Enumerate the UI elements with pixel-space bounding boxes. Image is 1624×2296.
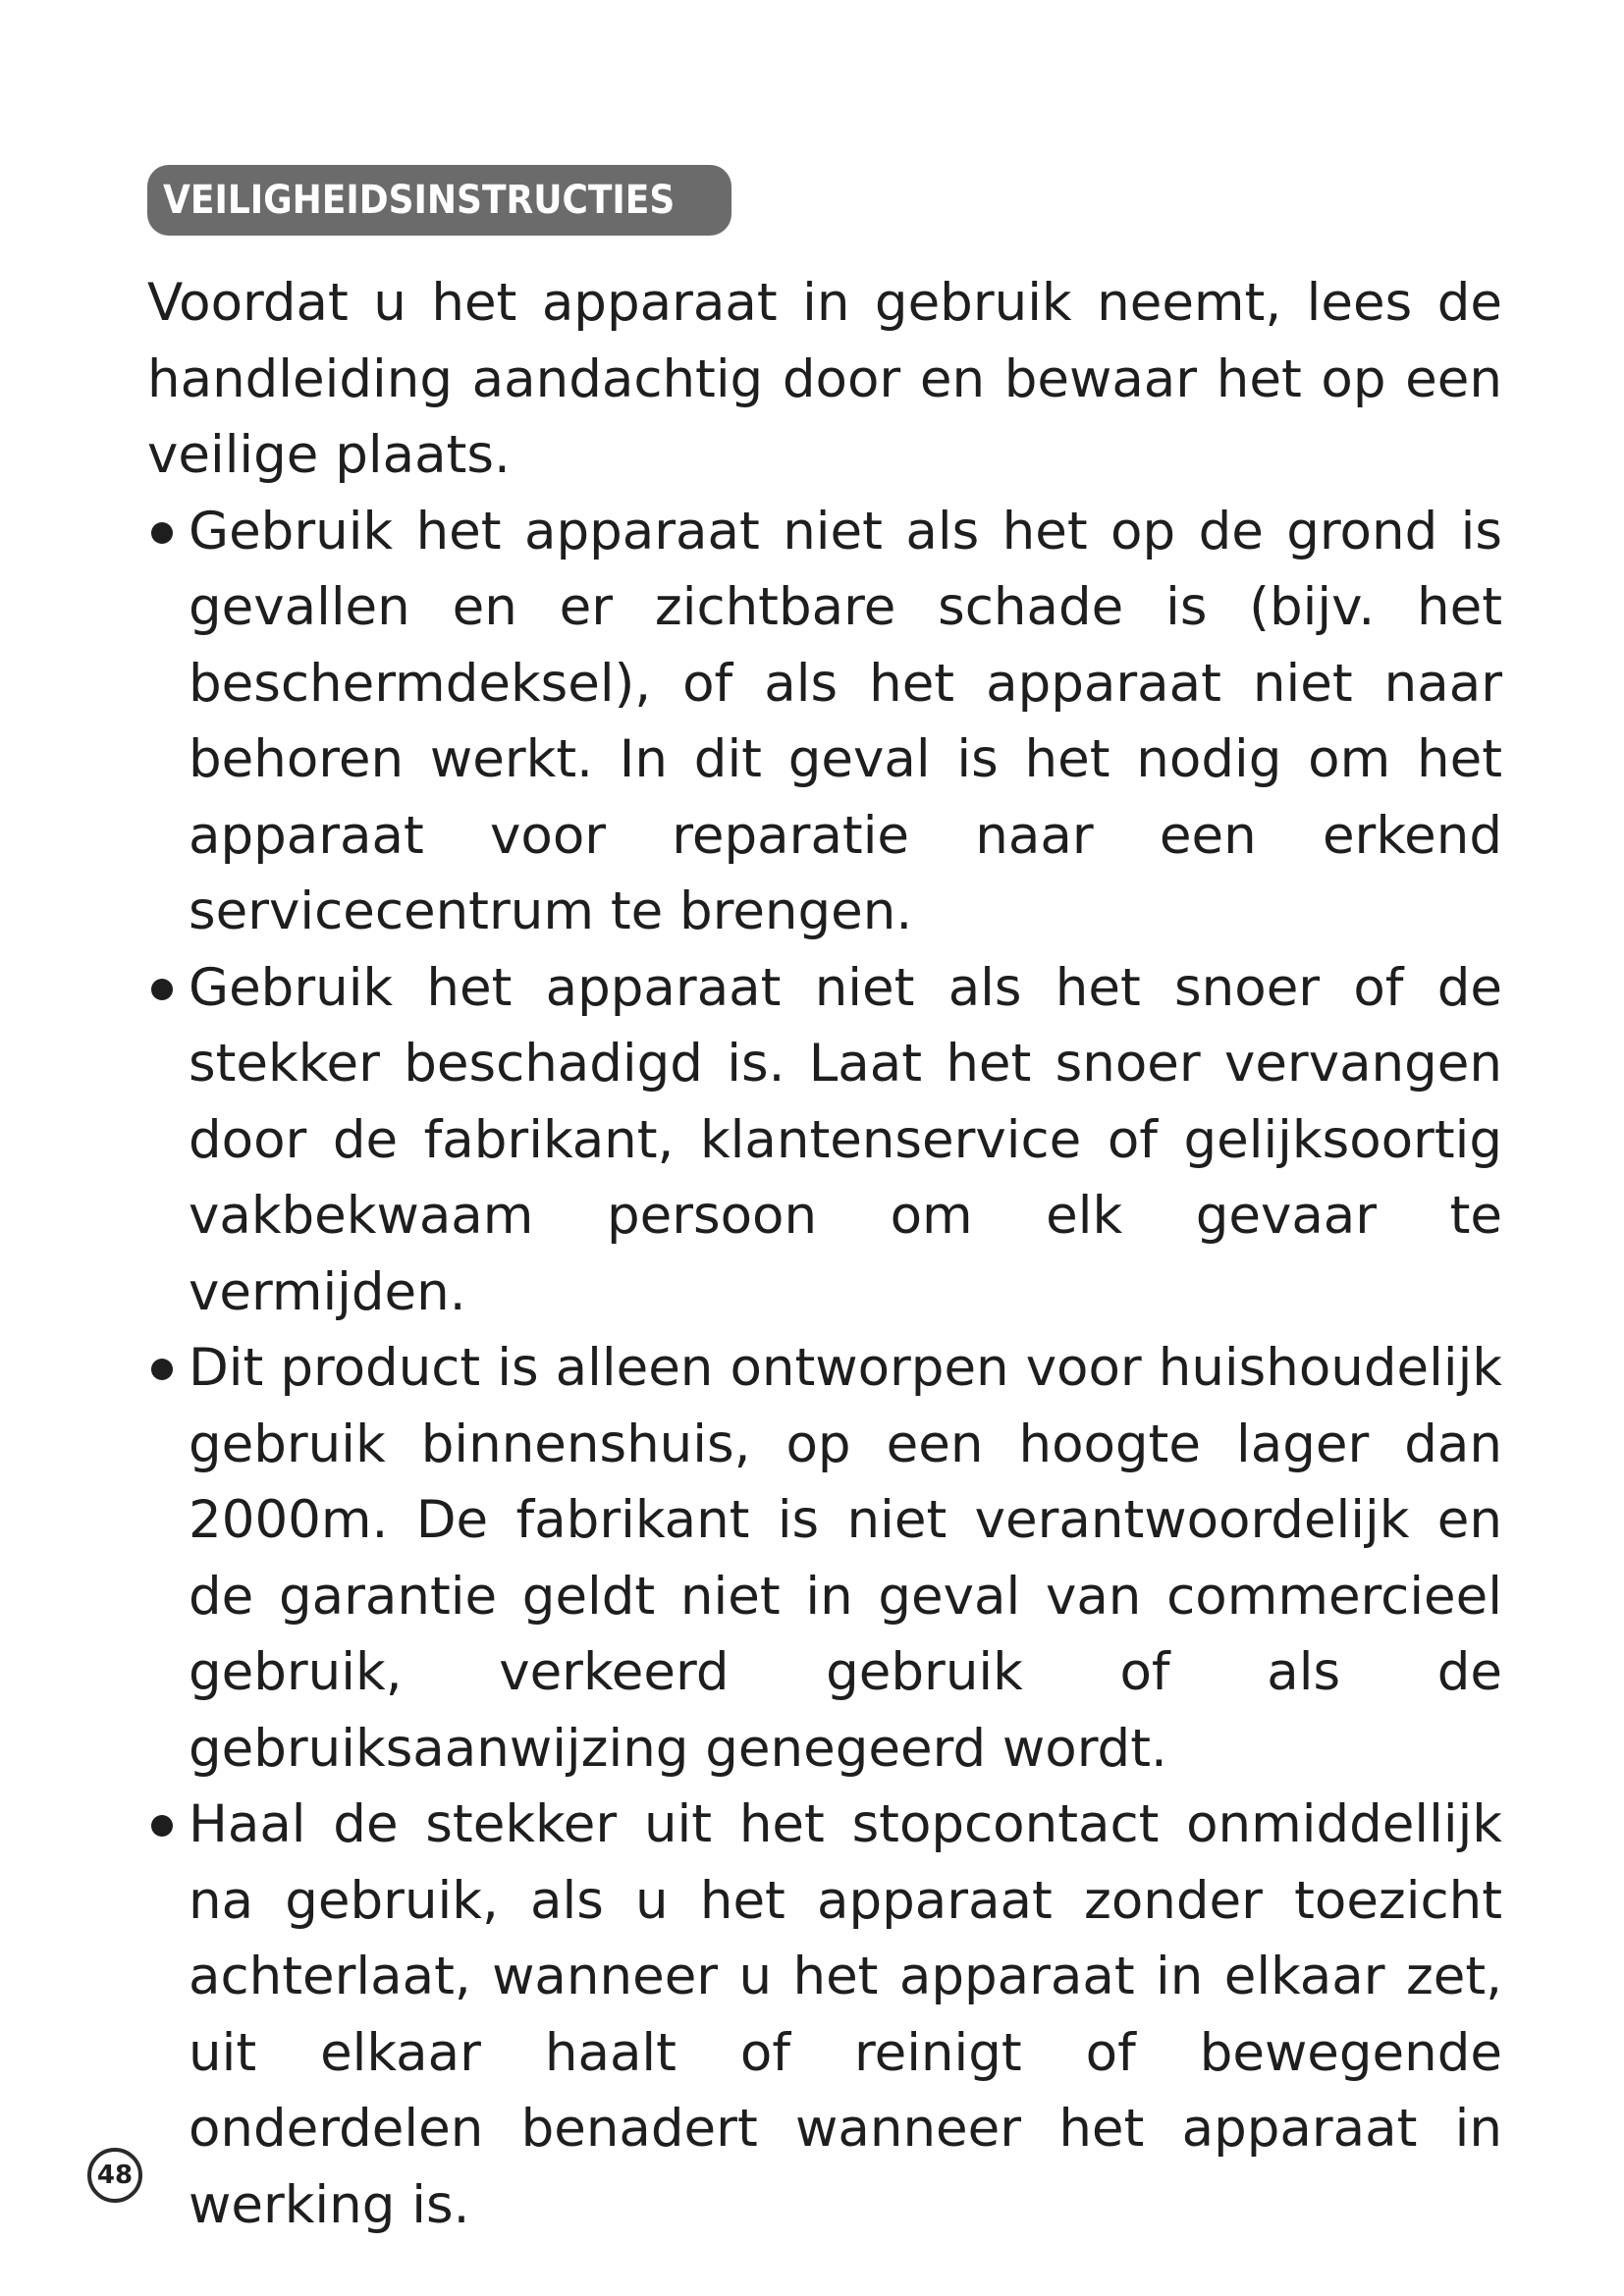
bullet-icon — [151, 1815, 173, 1837]
list-item-text: Gebruik het apparaat niet als het snoer of de stekker beschadigd is. Laat het snoer vervangen door de fabrikant, klantenservice of gelijksoortig vakbekwaam persoon om elk gevaar te vermijden. — [189, 957, 1502, 1322]
safety-instructions-body — [147, 265, 1502, 2243]
page-number: 48 — [87, 2148, 142, 2203]
list-item-text: Gebruik het apparaat niet als het op de grond is gevallen en er zichtbare schade is (bijv. het beschermdeksel), of als het apparaat niet naar behoren werkt. In dit geval is het nodig om het apparaat voor reparatie naar een erkend servicecentrum te brengen. — [189, 501, 1502, 941]
bullet-icon — [151, 1359, 173, 1380]
list-item — [147, 1787, 1502, 2243]
list-item-text: Haal de stekker uit het stopcontact onmiddellijk na gebruik, als u het apparaat zonder toezicht achterlaat, wanneer u het apparaat in elkaar zet, uit elkaar haalt of reinigt of bewegende onderdelen benadert wanneer het apparaat in werking is. — [189, 1794, 1502, 2235]
list-item-text: Dit product is alleen ontworpen voor huishoudelijk gebruik binnenshuis, op een hoogte lager dan 2000m. De fabrikant is niet verantwoordelijk en de garantie geldt niet in geval van commercieel gebruik, verkeerd gebruik of als de gebruiksaanwijzing genegeerd wordt. — [189, 1338, 1502, 1779]
intro-paragraph: Voordat u het apparaat in gebruik neemt, lees de handleiding aandachtig door en bewaar het op een veilige plaats. — [147, 273, 1502, 485]
list-item — [147, 494, 1502, 950]
bullet-icon — [151, 522, 173, 544]
list-item — [147, 1330, 1502, 1787]
list-item — [147, 950, 1502, 1331]
instruction-list — [147, 494, 1502, 2244]
section-title-badge: VEILIGHEIDSINSTRUCTIES — [147, 165, 731, 236]
bullet-icon — [151, 979, 173, 1000]
